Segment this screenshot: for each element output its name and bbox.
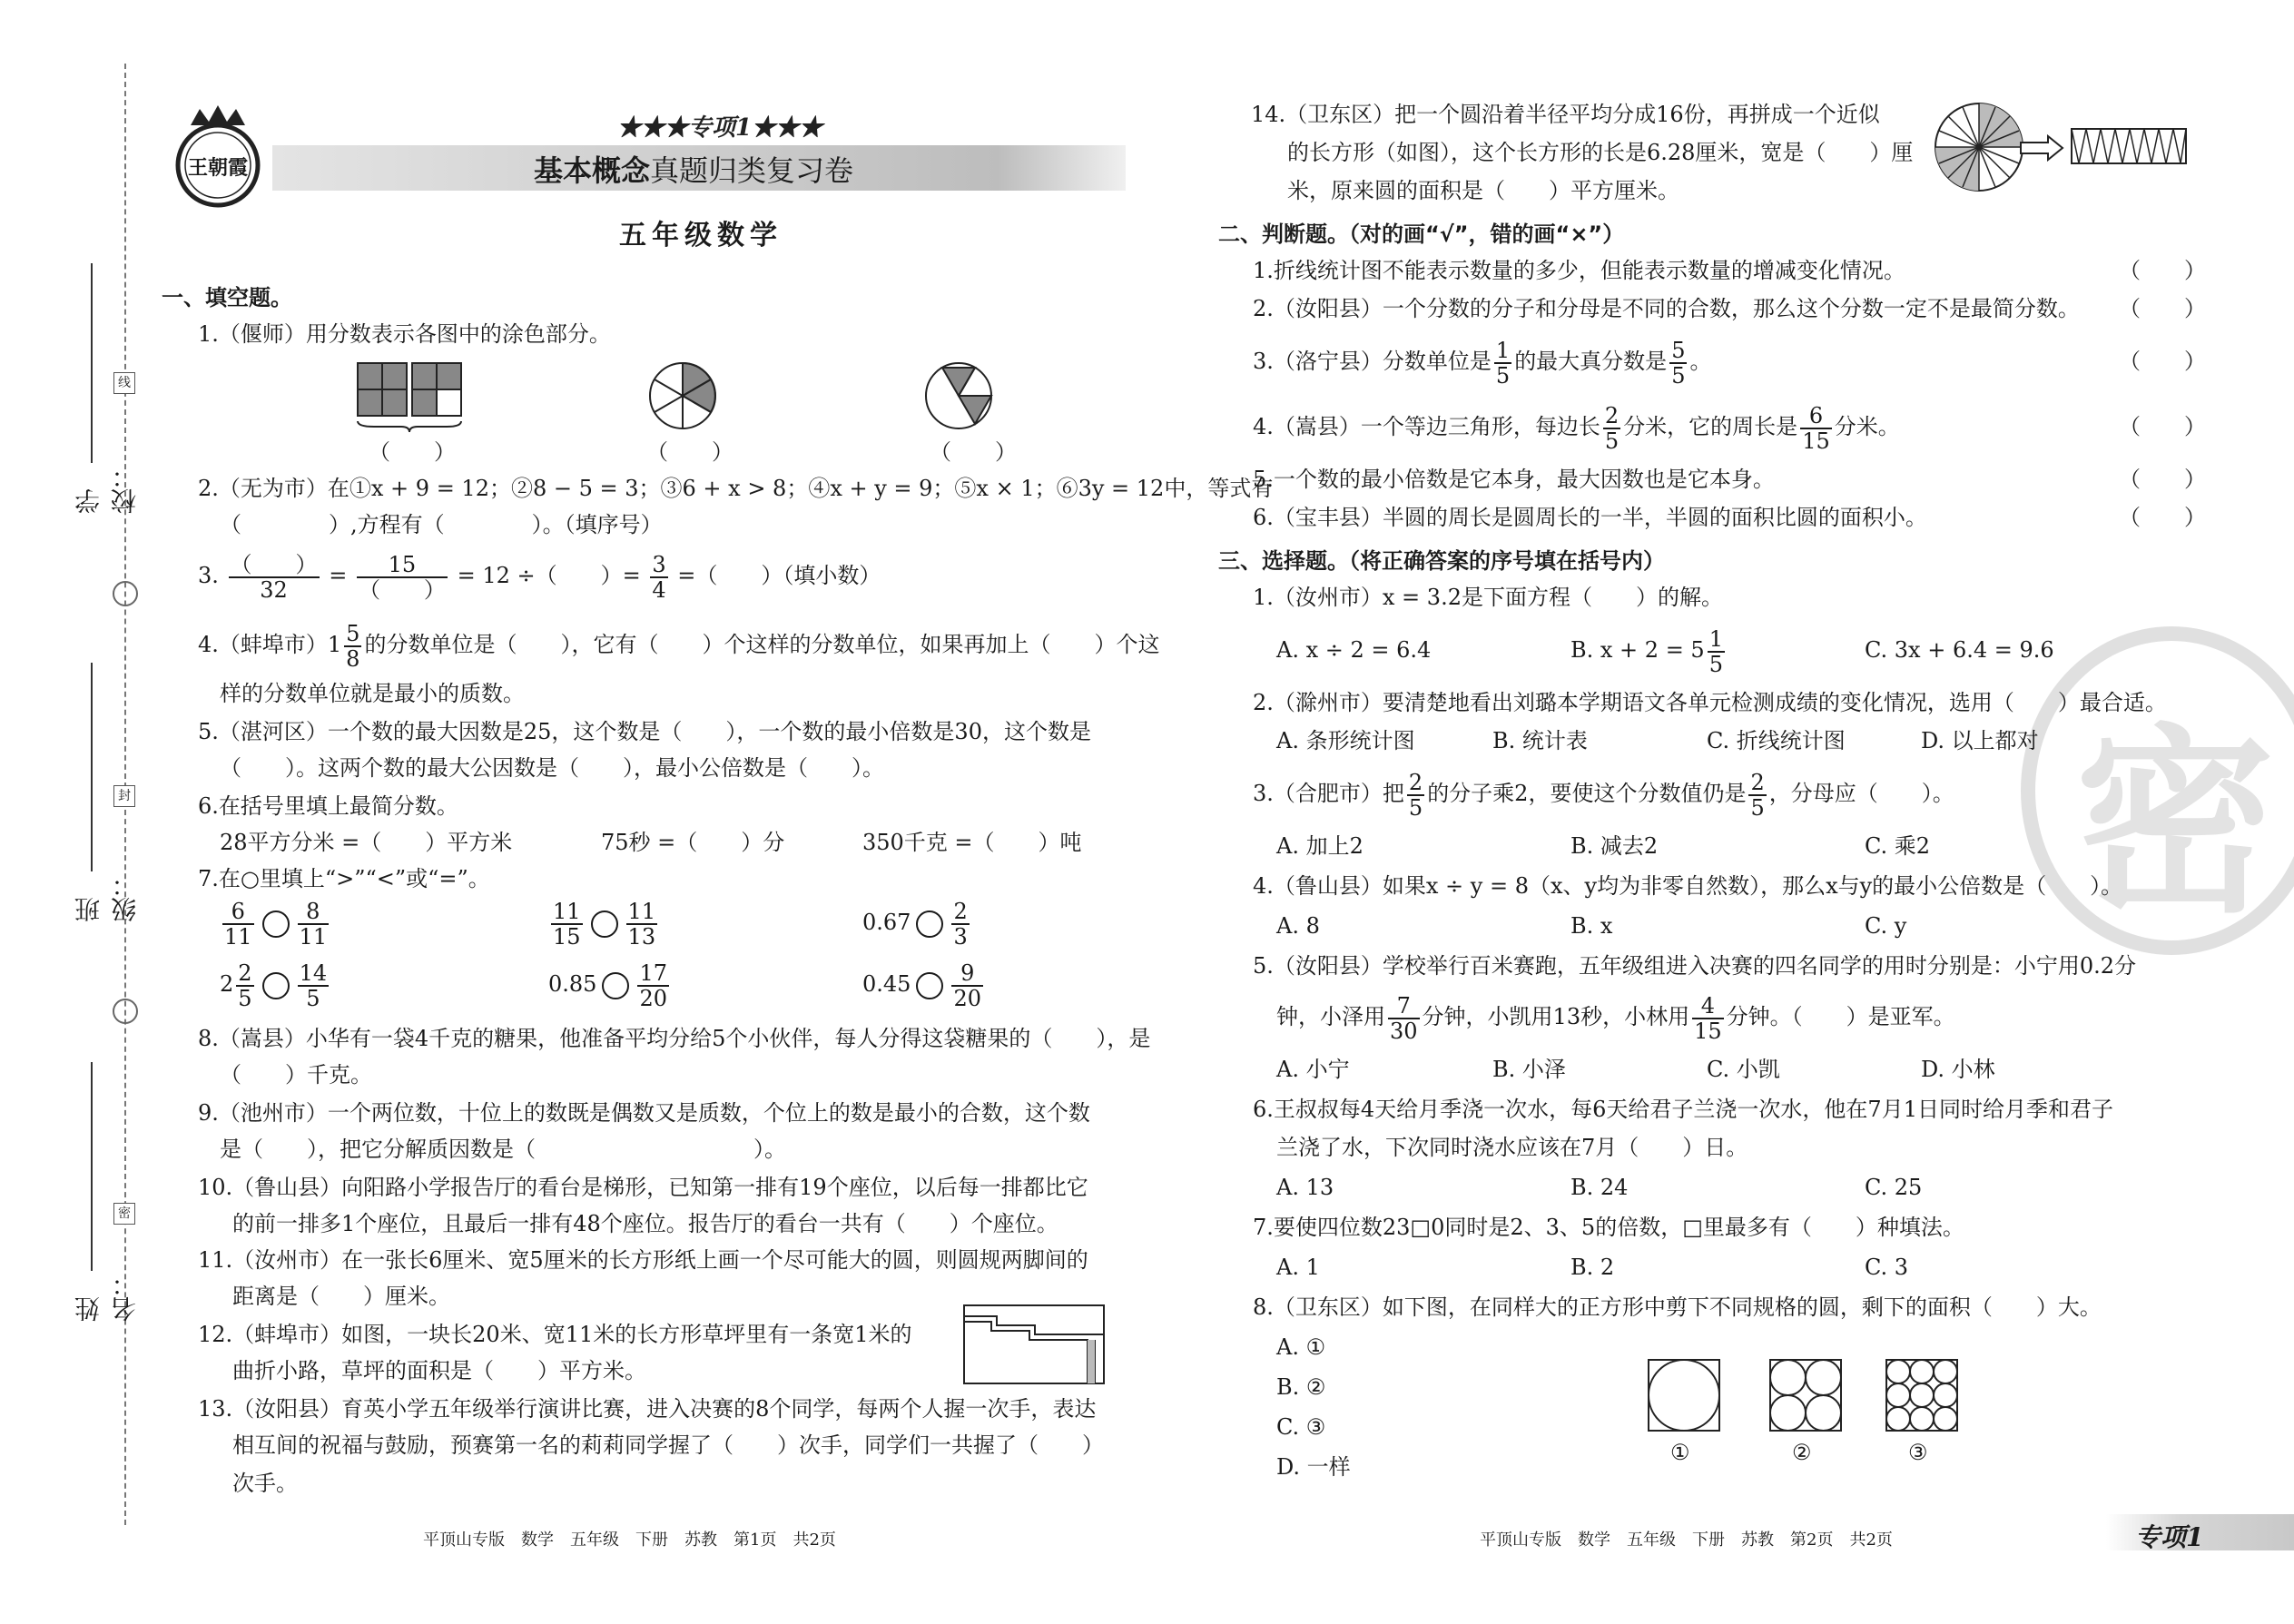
q14-circle-figure — [1932, 100, 2026, 198]
section-2-heading: 二、判断题。（对的画“√”，错的画“×”） — [1218, 221, 1625, 247]
q8-square-figure-3 — [1885, 1358, 1959, 1436]
choice-7-option-b[interactable]: B. 2 — [1570, 1255, 1615, 1280]
fraction: $\frac{5}{8}$ — [346, 620, 360, 672]
choice-3: 3.（合肥市）把 $\frac{2}{5}$ 的分子乘2，要使这个分数值仍是 $\frac{2}{5}$ ，分母应（ ）。 — [1253, 769, 1954, 821]
question-3: 3. $\frac{( )}{32}$ = $\frac{15}{( )}$ = 12 ÷（ ）= $\frac{3}{4}$ =（ ）（填小数） — [198, 551, 881, 603]
judge-6: 6.（宝丰县）半圆的周长是圆周长的一半，半圆的面积比圆的面积小。 — [1253, 505, 1927, 530]
choice-2-option-d[interactable]: D. 以上都对 — [1921, 728, 2039, 753]
question-2-line2: （ ）,方程有（ ）。（填序号） — [220, 512, 663, 537]
choice-5-option-a[interactable]: A. 小宁 — [1276, 1057, 1350, 1082]
choice-7: 7.要使四位数23□0同时是2、3、5的倍数，□里最多有（ ）种填法。 — [1253, 1215, 1964, 1240]
choice-8-option-c[interactable]: C. ③ — [1276, 1414, 1326, 1440]
choice-1-option-a[interactable]: A. x ÷ 2 = 6.4 — [1276, 637, 1432, 663]
choice-3-option-a[interactable]: A. 加上2 — [1276, 833, 1364, 859]
q7-row2-item2: 0.85 $\frac{17}{20}$ — [548, 960, 667, 1011]
q1-figure-circle-2 — [922, 359, 995, 436]
right-footer: 平顶山专版 数学 五年级 下册 苏教 第2页 共2页 — [1480, 1530, 1893, 1550]
choice-4-option-b[interactable]: B. x — [1570, 913, 1613, 939]
choice-8-option-d[interactable]: D. 一样 — [1276, 1454, 1351, 1480]
ornament-icon — [113, 999, 138, 1024]
choice-1: 1.（汝州市）x = 3.2是下面方程（ ）的解。 — [1253, 585, 1723, 610]
question-8-line2: （ ）千克。 — [220, 1062, 372, 1088]
secret-mark: 密 — [113, 1203, 135, 1225]
arrow-right-icon — [2019, 134, 2064, 165]
question-8-line1: 8.（嵩县）小华有一袋4千克的糖果，他准备平均分给5个小伙伴，每人分得这袋糖果的（ ），是 — [198, 1026, 1151, 1051]
choice-2: 2.（滁州市）要清楚地看出刘璐本学期语文各单元检测成绩的变化情况，选用（ ）最合适。 — [1253, 690, 2167, 715]
question-10-line1: 10.（鲁山县）向阳路小学报告厅的看台是梯形，已知第一排有19个座位，以后每一排都比它 — [198, 1175, 1088, 1200]
q1-figure-circle — [646, 359, 719, 436]
question-11-line2: 距离是（ ）厘米。 — [232, 1284, 450, 1309]
q7-row1-item3: 0.67 $\frac{2}{3}$ — [862, 898, 968, 950]
q8-figure-label-3: ③ — [1908, 1440, 1928, 1465]
compare-circle[interactable] — [916, 972, 943, 999]
question-12-line1: 12.（蚌埠市）如图，一块长20米、宽11米的长方形草坪里有一条宽1米的 — [198, 1322, 912, 1347]
judge-3-answer[interactable]: （ ） — [2119, 349, 2206, 374]
q1-answer-blank[interactable]: （ ） — [646, 439, 733, 465]
q7-row1-item1: $\frac{6}{11}$ $\frac{8}{11}$ — [224, 898, 328, 950]
choice-5-line1: 5.（汝阳县）学校举行百米赛跑，五年级组进入决赛的四名同学的用时分别是：小宁用0.2分 — [1253, 953, 2137, 979]
page-subtitle: 五年级数学 — [619, 220, 783, 251]
secret-seal-text: 密 — [2075, 707, 2276, 940]
q6-item-2: 75秒 =（ ）分 — [601, 830, 785, 855]
question-5-line2: （ ）。这两个数的最大公因数是（ ），最小公倍数是（ ）。 — [220, 755, 884, 781]
judge-3: 3.（洛宁县）分数单位是 $\frac{1}{5}$ 的最大真分数是 $\frac{5}{5}$ 。 — [1253, 337, 1712, 389]
choice-5-option-b[interactable]: B. 小泽 — [1492, 1057, 1566, 1082]
question-13-line1: 13.（汝阳县）育英小学五年级举行演讲比赛，进入决赛的8个同学，每两个人握一次手，表达 — [198, 1396, 1097, 1422]
question-1: 1.（偃师）用分数表示各图中的涂色部分。 — [198, 321, 611, 347]
judge-2-answer[interactable]: （ ） — [2119, 296, 2206, 321]
q7-row2-item1: 2 $\frac{2}{5}$ $\frac{14}{5}$ — [220, 960, 328, 1011]
q7-row1-item2: $\frac{11}{15}$ $\frac{11}{13}$ — [553, 898, 656, 950]
compare-circle[interactable] — [602, 972, 629, 999]
question-14-line2: 的长方形（如图），这个长方形的长是6.28厘米，宽是（ ）厘 — [1287, 140, 1914, 165]
judge-6-answer[interactable]: （ ） — [2119, 505, 2206, 530]
choice-3-option-b[interactable]: B. 减去2 — [1570, 833, 1659, 859]
choice-8-option-b[interactable]: B. ② — [1276, 1374, 1326, 1400]
choice-6-line2: 兰浇了水，下次同时浇水应该在7月（ ）日。 — [1276, 1135, 1748, 1160]
fraction: $\frac{3}{4}$ — [652, 551, 666, 603]
judge-5: 5.一个数的最小倍数是它本身，最大因数也是它本身。 — [1253, 467, 1775, 492]
seal-mark: 封 — [113, 785, 135, 807]
left-footer: 平顶山专版 数学 五年级 下册 苏教 第1页 共2页 — [423, 1530, 836, 1550]
compare-circle[interactable] — [262, 972, 290, 999]
q7-row2-item3: 0.45 $\frac{9}{20}$ — [862, 960, 981, 1011]
compare-circle[interactable] — [916, 910, 943, 938]
choice-8-option-a[interactable]: A. ① — [1276, 1334, 1326, 1360]
title-rest: 真题归类复习卷 — [650, 153, 854, 188]
choice-2-option-b[interactable]: B. 统计表 — [1492, 728, 1588, 753]
q8-square-figure-1 — [1647, 1358, 1721, 1436]
q1-answer-blank[interactable]: （ ） — [930, 439, 1017, 465]
logo-text: 王朝霞 — [187, 156, 248, 180]
question-5-line1: 5.（湛河区）一个数的最大因数是25，这个数是（ ），一个数的最小倍数是30，这个数是 — [198, 719, 1091, 744]
logo — [172, 100, 263, 209]
choice-6-option-c[interactable]: C. 25 — [1865, 1175, 1923, 1200]
judge-5-answer[interactable]: （ ） — [2119, 467, 2206, 492]
question-13-line2: 相互间的祝福与鼓励，预赛第一名的莉莉同学握了（ ）次手，同学们一共握了（ ） — [232, 1432, 1104, 1458]
choice-2-option-c[interactable]: C. 折线统计图 — [1707, 728, 1846, 753]
question-10-line2: 的前一排多1个座位，且最后一排有48个座位。报告厅的看台一共有（ ）个座位。 — [232, 1211, 1058, 1236]
choice-6-line1: 6.王叔叔每4天给月季浇一次水，每6天给君子兰浇一次水，他在7月1日同时给月季和君子 — [1253, 1097, 2113, 1122]
fraction: $\frac{15}{( )}$ — [358, 551, 446, 603]
q1-figure-rectangles — [356, 361, 465, 438]
choice-3-option-c[interactable]: C. 乘2 — [1865, 833, 1931, 859]
line-mark: 线 — [113, 372, 135, 394]
section-3-heading: 三、选择题。（将正确答案的序号填在括号内） — [1218, 548, 1665, 574]
q14-rectangle-figure — [2070, 127, 2188, 169]
judge-2: 2.（汝阳县）一个分数的分子和分母是不同的合数，那么这个分数一定不是最简分数。 — [1253, 296, 2080, 321]
section-1-heading: 一、填空题。 — [162, 285, 292, 310]
q8-figure-label-2: ② — [1792, 1440, 1812, 1465]
q8-figure-label-1: ① — [1670, 1440, 1690, 1465]
judge-4-answer[interactable]: （ ） — [2119, 414, 2206, 439]
q8-square-figure-2 — [1768, 1358, 1843, 1436]
question-4-line1: 4.（蚌埠市）1 $\frac{5}{8}$ 的分数单位是（ ），它有（ ）个这样的分数单位，如果再加上（ ）个这 — [198, 620, 1160, 672]
choice-5-option-d[interactable]: D. 小林 — [1921, 1057, 1995, 1082]
q12-lawn-figure — [962, 1304, 1108, 1391]
choice-1-option-c[interactable]: C. 3x + 6.4 = 9.6 — [1865, 637, 2054, 663]
question-9-line1: 9.（池州市）一个两位数，十位上的数既是偶数又是质数，个位上的数是最小的合数，这个数 — [198, 1100, 1090, 1126]
question-4-line2: 样的分数单位就是最小的质数。 — [220, 681, 525, 706]
judge-1-answer[interactable]: （ ） — [2119, 258, 2206, 283]
question-11-line1: 11.（汝州市）在一张长6厘米、宽5厘米的长方形纸上画一个尽可能大的圆，则圆规两脚间的 — [198, 1247, 1088, 1273]
q6-item-3: 350千克 =（ ）吨 — [862, 830, 1082, 855]
ornament-icon — [113, 581, 138, 606]
choice-6-option-a[interactable]: A. 13 — [1276, 1175, 1334, 1200]
class-label: 班级： — [74, 871, 140, 922]
choice-7-option-a[interactable]: A. 1 — [1276, 1255, 1320, 1280]
fraction: $\frac{( )}{32}$ — [230, 551, 318, 603]
choice-7-option-c[interactable]: C. 3 — [1865, 1255, 1909, 1280]
compare-circle[interactable] — [262, 910, 290, 938]
question-6: 6.在括号里填上最简分数。 — [198, 793, 458, 819]
judge-4: 4.（嵩县）一个等边三角形，每边长 $\frac{2}{5}$ 分米，它的周长是 $\frac{6}{15}$ 分米。 — [1253, 402, 1900, 454]
header-badge: ★★★专项1★★★ — [617, 114, 823, 142]
question-2-line1: 2.（无为市）在①x + 9 = 12；②8 − 5 = 3；③6 + x > 8；④x + y = 9；⑤x × 1；⑥3y = 12中，等式有 — [198, 476, 1274, 501]
compare-circle[interactable] — [591, 910, 618, 938]
name-label: 姓名： — [74, 1271, 140, 1322]
school-label: 学校： — [74, 463, 140, 514]
choice-4-option-a[interactable]: A. 8 — [1276, 913, 1320, 939]
q1-answer-blank[interactable]: （ ） — [369, 439, 456, 465]
choice-5-line2: 钟，小泽用 $\frac{7}{30}$ 分钟，小凯用13秒，小林用 $\frac{4}{15}$ 分钟。（ ）是亚军。 — [1276, 992, 1955, 1044]
title-bold: 基本概念 — [534, 153, 651, 188]
judge-1: 1.折线统计图不能表示数量的多少，但能表示数量的增减变化情况。 — [1253, 258, 1905, 283]
choice-8: 8.（卫东区）如下图，在同样大的正方形中剪下不同规格的圆，剩下的面积（ ）大。 — [1253, 1294, 2102, 1320]
choice-2-option-a[interactable]: A. 条形统计图 — [1276, 728, 1415, 753]
question-13-line3: 次手。 — [232, 1471, 298, 1496]
choice-6-option-b[interactable]: B. 24 — [1570, 1175, 1629, 1200]
page-title — [534, 148, 853, 190]
question-7: 7.在○里填上“>”“<”或“=”。 — [198, 866, 490, 891]
question-14-line1: 14.（卫东区）把一个圆沿着半径平均分成16份，再拼成一个近似 — [1251, 102, 1880, 127]
question-14-line3: 米，原来圆的面积是（ ）平方厘米。 — [1287, 178, 1679, 203]
question-9-line2: 是（ ），把它分解质因数是（ ）。 — [220, 1137, 786, 1162]
question-12-line2: 曲折小路，草坪的面积是（ ）平方米。 — [232, 1358, 646, 1383]
choice-4: 4.（鲁山县）如果x ÷ y = 8（x、y均为非零自然数），那么x与y的最小公倍数是（ ）。 — [1253, 873, 2123, 899]
choice-4-option-c[interactable]: C. y — [1865, 913, 1907, 939]
choice-5-option-c[interactable]: C. 小凯 — [1707, 1057, 1780, 1082]
page-tag: 专项1 — [2135, 1522, 2204, 1552]
choice-1-option-b[interactable]: B. x + 2 = 5 $\frac{1}{5}$ — [1570, 625, 1723, 677]
q6-item-1: 28平方分米 =（ ）平方米 — [220, 830, 513, 855]
